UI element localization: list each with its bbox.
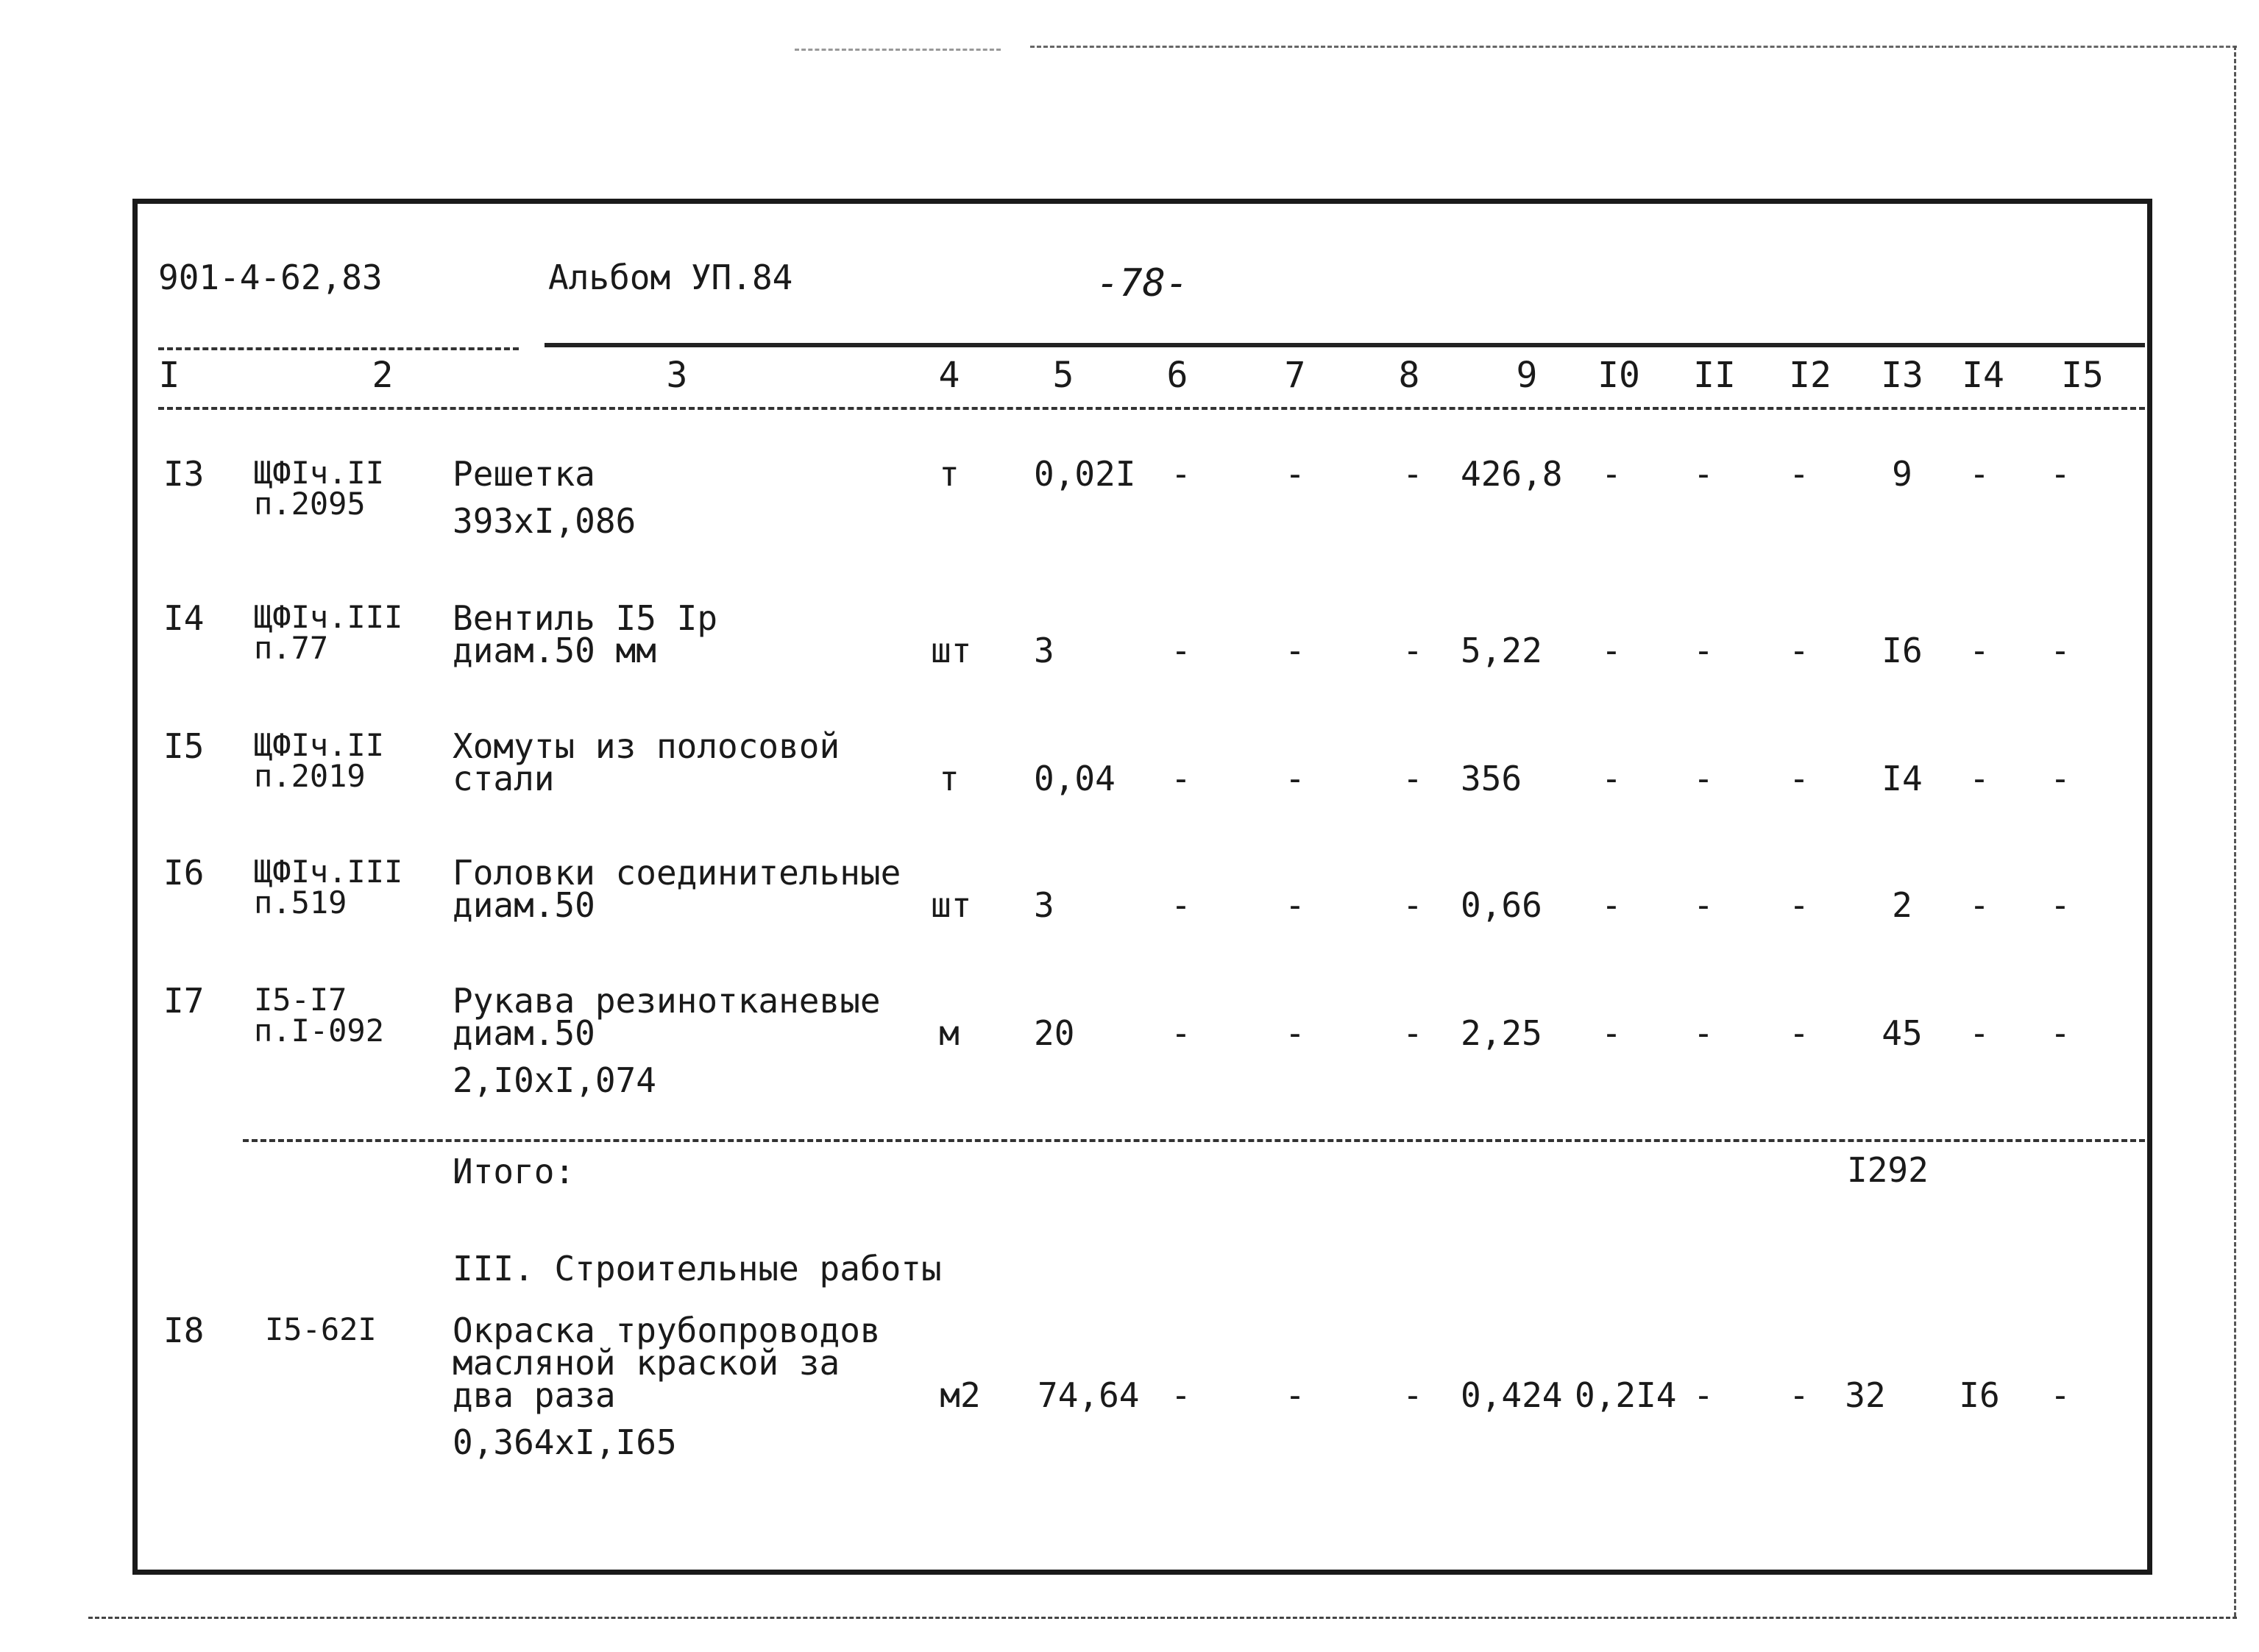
column-header: 7 bbox=[1284, 355, 1306, 396]
row-qty: 0,02I bbox=[1034, 454, 1136, 494]
row-c7: - bbox=[1285, 454, 1305, 494]
row-ref: I5-I7 bbox=[254, 982, 347, 1018]
row-c12: - bbox=[1789, 885, 1809, 925]
row-number: I5 bbox=[163, 726, 205, 766]
column-header: I2 bbox=[1789, 355, 1831, 396]
row-c15: - bbox=[2050, 885, 2071, 925]
column-header: 9 bbox=[1516, 355, 1538, 396]
row-qty: 3 bbox=[1034, 885, 1054, 925]
row-c14: - bbox=[1969, 454, 1990, 494]
row-name: Решетка bbox=[453, 454, 595, 494]
row-unit: т bbox=[939, 759, 960, 798]
row-c7: - bbox=[1285, 1375, 1305, 1415]
scan-artifact-line bbox=[795, 49, 1001, 51]
row-c12: - bbox=[1789, 1013, 1809, 1053]
row-number: I4 bbox=[163, 598, 205, 638]
row-c9: 426,8 bbox=[1461, 454, 1563, 494]
row-c12: - bbox=[1789, 759, 1809, 798]
row-c9: 0,424 bbox=[1461, 1375, 1563, 1415]
row-ref: п.2019 bbox=[254, 758, 366, 794]
row-number: I7 bbox=[163, 981, 205, 1021]
row-name: Вентиль I5 Iр bbox=[453, 598, 718, 638]
row-ref: п.77 bbox=[254, 630, 329, 666]
column-header: 6 bbox=[1166, 355, 1188, 396]
row-c10: - bbox=[1601, 1013, 1622, 1053]
row-unit: т bbox=[939, 454, 960, 494]
row-c7: - bbox=[1285, 631, 1305, 670]
row-c13: 32 bbox=[1845, 1375, 1886, 1415]
column-header-rule bbox=[158, 407, 2145, 410]
row-c11: - bbox=[1693, 759, 1714, 798]
row-qty: 74,64 bbox=[1038, 1375, 1140, 1415]
row-name: диам.50 мм bbox=[453, 631, 656, 670]
row-c14: - bbox=[1969, 1013, 1990, 1053]
row-c15: - bbox=[2050, 1375, 2071, 1415]
row-c13: 9 bbox=[1892, 454, 1912, 494]
row-c11: - bbox=[1693, 1375, 1714, 1415]
row-unit: шт bbox=[931, 631, 972, 670]
row-c8: - bbox=[1402, 1375, 1423, 1415]
row-c8: - bbox=[1402, 1013, 1423, 1053]
column-header: 3 bbox=[666, 355, 688, 396]
row-c13: I4 bbox=[1882, 759, 1923, 798]
table-frame bbox=[132, 199, 2152, 1575]
row-name: диам.50 bbox=[453, 885, 595, 925]
row-c14: - bbox=[1969, 885, 1990, 925]
row-c15: - bbox=[2050, 1013, 2071, 1053]
row-c10: - bbox=[1601, 631, 1622, 670]
row-c11: - bbox=[1693, 454, 1714, 494]
row-c15: - bbox=[2050, 631, 2071, 670]
row-c8: - bbox=[1402, 885, 1423, 925]
row-number: I6 bbox=[163, 853, 205, 893]
row-c8: - bbox=[1402, 631, 1423, 670]
row-ref: ЩФIч.II bbox=[254, 727, 385, 763]
column-header: 4 bbox=[938, 355, 960, 396]
row-extra: 0,364хI,I65 bbox=[453, 1422, 677, 1462]
row-name: диам.50 bbox=[453, 1013, 595, 1053]
row-name: масляной краской за bbox=[453, 1343, 840, 1383]
row-c6: - bbox=[1171, 1375, 1191, 1415]
column-header: I3 bbox=[1881, 355, 1923, 396]
row-unit: м bbox=[939, 1013, 960, 1053]
row-c12: - bbox=[1789, 1375, 1809, 1415]
row-number: I8 bbox=[163, 1311, 205, 1350]
column-header: I bbox=[158, 355, 180, 396]
row-c8: - bbox=[1402, 454, 1423, 494]
row-name: Хомуты из полосовой bbox=[453, 726, 840, 766]
row-c6: - bbox=[1171, 885, 1191, 925]
row-c12: - bbox=[1789, 631, 1809, 670]
header-rule bbox=[545, 343, 2145, 347]
column-header: I0 bbox=[1597, 355, 1640, 396]
row-ref: I5-62I bbox=[265, 1311, 377, 1347]
row-number: I3 bbox=[163, 454, 205, 494]
row-c10: - bbox=[1601, 885, 1622, 925]
row-c6: - bbox=[1171, 454, 1191, 494]
row-c7: - bbox=[1285, 885, 1305, 925]
row-name: стали bbox=[453, 759, 555, 798]
row-unit: м2 bbox=[940, 1375, 981, 1415]
row-extra: 393хI,086 bbox=[453, 501, 636, 541]
row-ref: ЩФIч.III bbox=[254, 854, 403, 890]
row-c10: - bbox=[1601, 759, 1622, 798]
row-c14: I6 bbox=[1959, 1375, 2000, 1415]
row-c7: - bbox=[1285, 759, 1305, 798]
row-c9: 2,25 bbox=[1461, 1013, 1542, 1053]
row-qty: 20 bbox=[1034, 1013, 1075, 1053]
total-value: I292 bbox=[1847, 1150, 1929, 1190]
row-c10: - bbox=[1601, 454, 1622, 494]
row-c14: - bbox=[1969, 759, 1990, 798]
row-c11: - bbox=[1693, 631, 1714, 670]
row-c14: - bbox=[1969, 631, 1990, 670]
row-c10: 0,2I4 bbox=[1575, 1375, 1677, 1415]
row-c13: 2 bbox=[1892, 885, 1912, 925]
row-c13: I6 bbox=[1882, 631, 1923, 670]
scan-artifact-line bbox=[2234, 46, 2236, 1617]
total-rule bbox=[243, 1139, 2145, 1142]
row-c11: - bbox=[1693, 885, 1714, 925]
row-c11: - bbox=[1693, 1013, 1714, 1053]
scan-artifact-line bbox=[88, 1617, 2237, 1619]
row-c7: - bbox=[1285, 1013, 1305, 1053]
column-header: 8 bbox=[1398, 355, 1420, 396]
column-header: 2 bbox=[372, 355, 394, 396]
row-qty: 3 bbox=[1034, 631, 1054, 670]
column-header: II bbox=[1693, 355, 1736, 396]
row-c6: - bbox=[1171, 1013, 1191, 1053]
row-c6: - bbox=[1171, 631, 1191, 670]
row-ref: п.I-092 bbox=[254, 1013, 385, 1049]
row-ref: ЩФIч.III bbox=[254, 599, 403, 635]
row-qty: 0,04 bbox=[1034, 759, 1116, 798]
total-label: Итого: bbox=[453, 1152, 575, 1191]
album-label: Альбом УП.84 bbox=[548, 258, 793, 297]
row-c9: 0,66 bbox=[1461, 885, 1542, 925]
column-header: I4 bbox=[1962, 355, 2004, 396]
section-title: III. Строительные работы bbox=[453, 1249, 942, 1288]
page-number: -78- bbox=[1096, 261, 1189, 305]
row-name: два раза bbox=[453, 1375, 616, 1415]
row-c9: 5,22 bbox=[1461, 631, 1542, 670]
row-c8: - bbox=[1402, 759, 1423, 798]
row-extra: 2,I0хI,074 bbox=[453, 1060, 656, 1100]
row-ref: ЩФIч.II bbox=[254, 455, 385, 491]
row-ref: п.519 bbox=[254, 885, 347, 921]
doc-code: 901-4-62,83 bbox=[158, 258, 383, 297]
row-name: Окраска трубопроводов bbox=[453, 1311, 881, 1350]
row-c6: - bbox=[1171, 759, 1191, 798]
header-rule bbox=[158, 347, 519, 350]
row-unit: шт bbox=[931, 885, 972, 925]
row-ref: п.2095 bbox=[254, 486, 366, 522]
row-name: Рукава резинотканевые bbox=[453, 981, 881, 1021]
row-c15: - bbox=[2050, 454, 2071, 494]
row-c13: 45 bbox=[1882, 1013, 1923, 1053]
row-name: Головки соединительные bbox=[453, 853, 901, 893]
scan-artifact-line bbox=[1030, 46, 2237, 48]
column-header: 5 bbox=[1052, 355, 1074, 396]
row-c9: 356 bbox=[1461, 759, 1522, 798]
row-c15: - bbox=[2050, 759, 2071, 798]
column-header: I5 bbox=[2061, 355, 2104, 396]
row-c12: - bbox=[1789, 454, 1809, 494]
